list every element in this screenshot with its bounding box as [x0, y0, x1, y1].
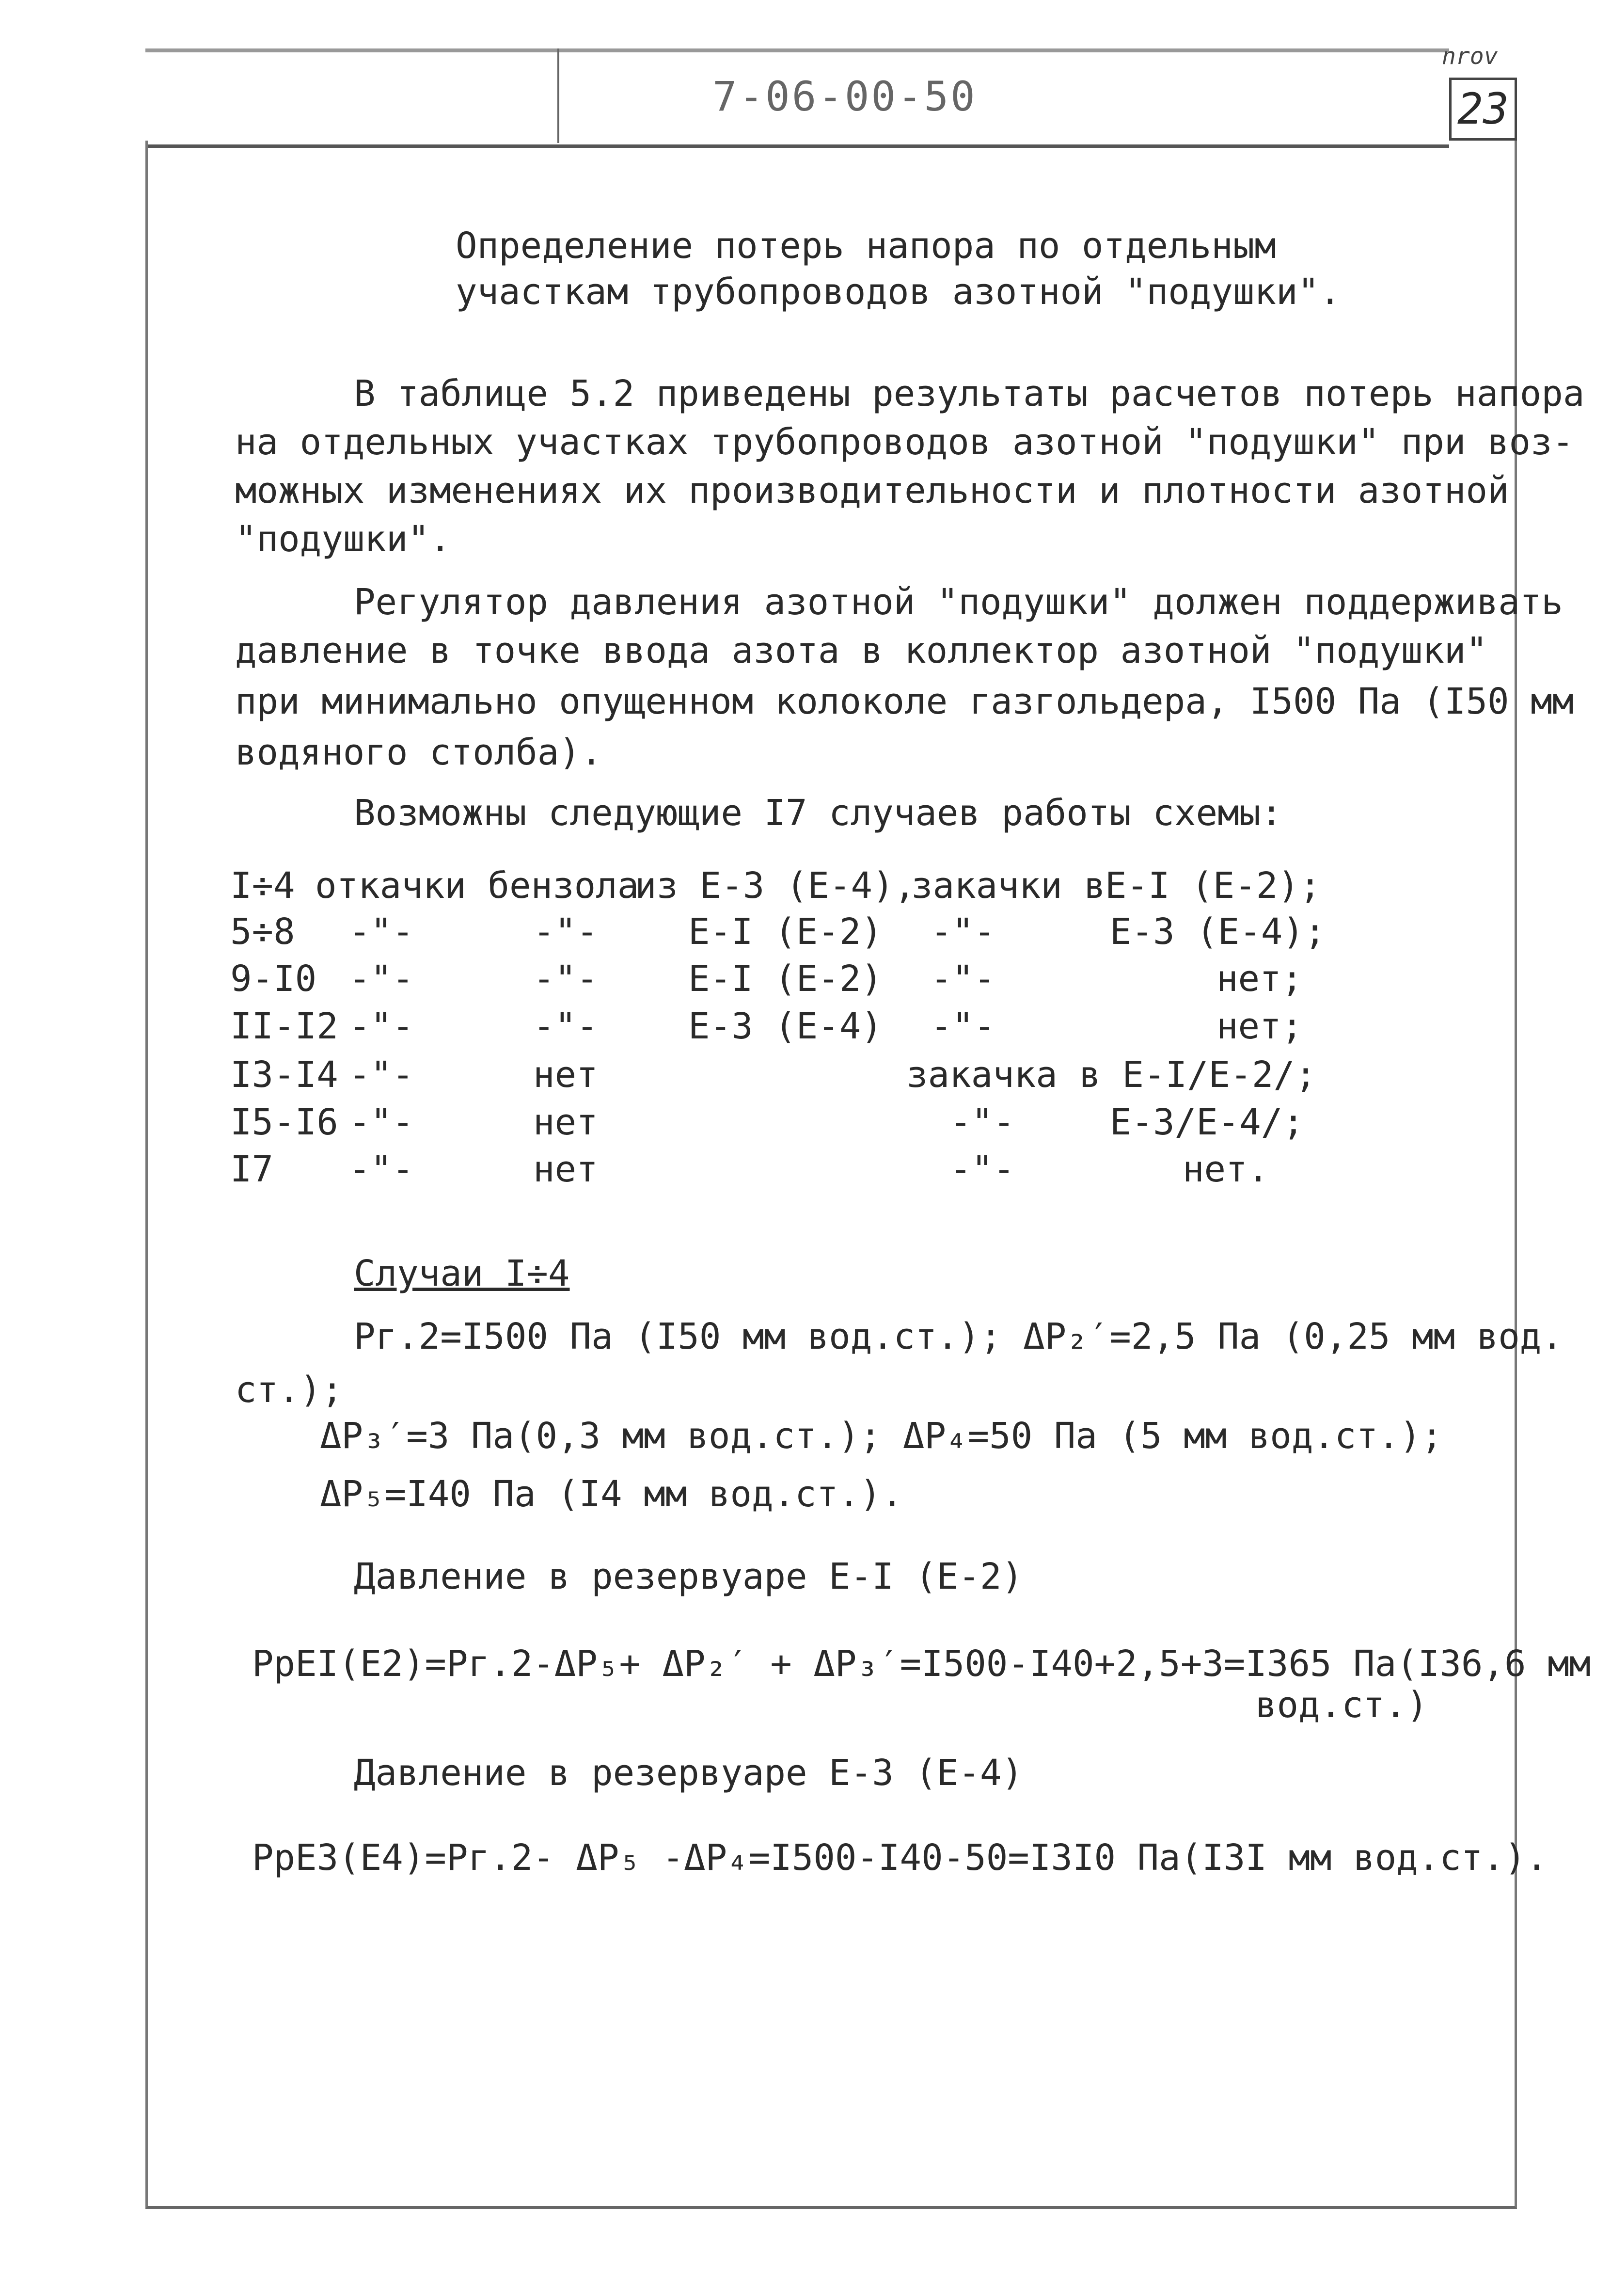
- case-col: нет: [533, 1054, 598, 1096]
- case-col: Е-3/Е-4/;: [1110, 1101, 1304, 1143]
- case-col: -"-: [349, 911, 414, 953]
- case-col: откачки бензола: [315, 865, 639, 907]
- case-col: нет: [533, 1101, 598, 1143]
- case-heading: Случаи I÷4: [354, 1253, 570, 1294]
- case-col: -"-: [931, 1005, 995, 1047]
- paragraph-line: Регулятор давления азотной "подушки" должен поддерживать: [354, 581, 1563, 623]
- case-col: Е-3 (Е-4);: [1110, 911, 1326, 953]
- case-col: -"-: [533, 958, 598, 1000]
- case-num: I5-I6: [230, 1101, 338, 1143]
- paragraph-line: при минимально опущенном колоколе газгольдера, I500 Па (I50 мм: [235, 681, 1574, 722]
- pressure-formula-e1-cont: вод.ст.): [1255, 1684, 1428, 1726]
- case-num: 9-I0: [230, 958, 317, 1000]
- case-num: I÷4: [230, 865, 295, 907]
- formula-line: ст.);: [235, 1369, 343, 1411]
- case-col: -"-: [533, 911, 598, 953]
- pressure-label-e1: Давление в резервуаре Е-I (Е-2): [354, 1556, 1024, 1597]
- case-col: нет.: [1183, 1148, 1269, 1190]
- case-col: -"-: [533, 1005, 598, 1047]
- top-mark: nrov: [1442, 43, 1498, 70]
- page-number: 23: [1449, 78, 1517, 141]
- section-title-line1: Определение потерь напора по отдельным: [456, 225, 1276, 267]
- case-col: -"-: [931, 911, 995, 953]
- case-col: -"-: [950, 1101, 1015, 1143]
- formula-line: ΔP₅=I40 Па (I4 мм вод.ст.).: [320, 1473, 903, 1515]
- case-col: -"-: [349, 1054, 414, 1096]
- section-title-line2: участкам трубопроводов азотной "подушки".: [456, 271, 1341, 313]
- paragraph-line: "подушки".: [235, 518, 451, 560]
- title-block-divider: [557, 48, 559, 143]
- case-col: из Е-3 (Е-4),: [635, 865, 916, 907]
- case-col: нет;: [1216, 958, 1303, 1000]
- case-num: I3-I4: [230, 1054, 338, 1096]
- case-col: -"-: [349, 958, 414, 1000]
- pressure-formula-e3: PpЕ3(Е4)=Pг.2- ΔP₅ -ΔP₄=I500-I40-50=I3I0 Па(I3I мм вод.ст.).: [252, 1837, 1548, 1879]
- case-col: закачки в: [911, 865, 1106, 907]
- case-col: -"-: [950, 1148, 1015, 1190]
- case-col: нет;: [1216, 1005, 1303, 1047]
- paragraph-line: можных изменениях их производительности и плотности азотной: [235, 470, 1509, 511]
- case-col: Е-I (Е-2);: [1105, 865, 1321, 907]
- case-num: 5÷8: [230, 911, 295, 953]
- document-code: 7-06-00-50: [712, 73, 977, 120]
- case-num: II-I2: [230, 1005, 338, 1047]
- case-col: -"-: [931, 958, 995, 1000]
- paragraph-line: Возможны следующие I7 случаев работы схемы:: [354, 792, 1282, 834]
- case-col: Е-3 (Е-4): [688, 1005, 883, 1047]
- case-col: Е-I (Е-2): [688, 911, 883, 953]
- paragraph-line: давление в точке ввода азота в коллектор азотной "подушки": [235, 630, 1488, 671]
- case-col: Е-I (Е-2): [688, 958, 883, 1000]
- case-col: закачка в Е-I/Е-2/;: [906, 1054, 1317, 1096]
- pressure-label-e3: Давление в резервуаре Е-3 (Е-4): [354, 1752, 1024, 1794]
- paragraph-line: В таблице 5.2 приведены результаты расчетов потерь напора: [354, 373, 1585, 415]
- formula-line: ΔP₃′=3 Па(0,3 мм вод.ст.); ΔP₄=50 Па (5 мм вод.ст.);: [320, 1415, 1443, 1457]
- paragraph-line: на отдельных участках трубопроводов азотной "подушки" при воз-: [235, 421, 1574, 463]
- formula-line: Pг.2=I500 Па (I50 мм вод.ст.); ΔP₂′=2,5 Па (0,25 мм вод.: [354, 1316, 1563, 1357]
- case-num: I7: [230, 1148, 274, 1190]
- case-col: -"-: [349, 1005, 414, 1047]
- pressure-formula-e1: PpЕI(Е2)=Pг.2-ΔP₅+ ΔP₂′ + ΔP₃′=I500-I40+2,5+3=I365 Па(I36,6 мм: [252, 1643, 1591, 1685]
- case-col: -"-: [349, 1101, 414, 1143]
- case-col: -"-: [349, 1148, 414, 1190]
- case-col: нет: [533, 1148, 598, 1190]
- paragraph-line: водяного столба).: [235, 732, 602, 773]
